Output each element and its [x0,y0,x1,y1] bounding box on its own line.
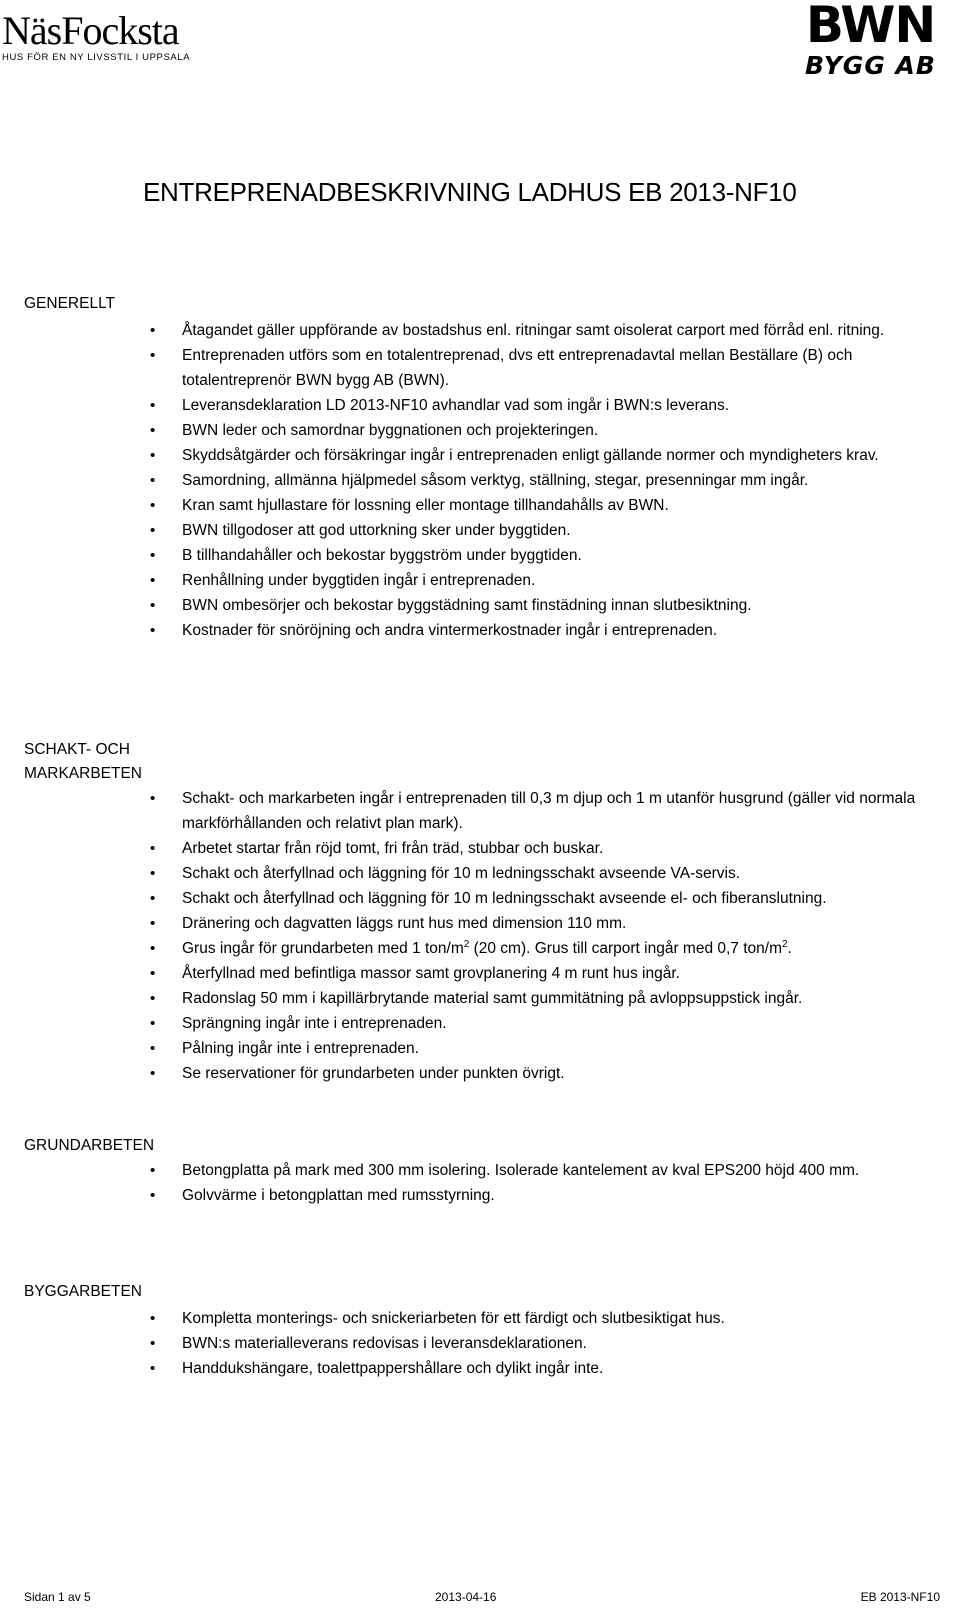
bullet-icon: • [150,1335,156,1352]
bullet-icon: • [150,547,156,564]
bullet-icon: • [150,622,156,639]
section-label-line2: MARKARBETEN [24,765,142,782]
bullet-icon: • [150,890,156,907]
bullet-icon: • [150,1187,156,1204]
bullet-icon: • [150,422,156,439]
bwn-logo [803,0,938,80]
bullet-icon: • [150,347,156,364]
bullet-icon: • [150,990,156,1007]
section-label: GRUNDARBETEN [24,1137,155,1154]
footer-document-code: EB 2013-NF10 [860,1590,940,1604]
list-item: • Kran samt hjullastare för lossning eller montage tillhandahålls av BWN. [0,493,960,518]
list-item: • Kostnader för snöröjning och andra vintermerkostnader ingår i entreprenaden. [0,618,960,643]
footer-date: 2013-04-16 [435,1590,497,1604]
list-item: • Åtagandet gäller uppförande av bostadshus enl. ritningar samt oisolerat carport med förråd enl. ritning. [0,318,960,343]
bwn-logo-top: BWN [805,0,936,54]
list-item: • Schakt- och markarbeten ingår i entreprenaden till 0,3 m djup och 1 m utanför husgrund (gäller vid normala markförhållanden och relativt plan mark). [0,786,960,836]
bullet-icon: • [150,1040,156,1057]
logo-name: NäsFocksta [2,8,179,53]
logo-tagline: HUS FÖR EN NY LIVSSTIL I UPPSALA [2,52,191,63]
list-item: • Radonslag 50 mm i kapillärbrytande material samt gummitätning på avloppsuppstick ingår. [0,986,960,1011]
list-item: • Schakt och återfyllnad och läggning för 10 m ledningsschakt avseende VA-servis. [0,861,960,886]
footer-page-number: Sidan 1 av 5 [24,1590,91,1604]
list-item: • Skyddsåtgärder och försäkringar ingår i entreprenaden enligt gällande normer och myndigheters krav. [0,443,960,468]
item-list [0,786,960,1086]
list-item: • BWN:s materialleverans redovisas i leveransdeklarationen. [0,1331,960,1356]
list-item: • Grus ingår för grundarbeten med 1 ton/$m^2$ (20 cm). Grus till carport ingår med 0,7 ton/$m^2$. [0,936,960,961]
list-item: • Sprängning ingår inte i entreprenaden. [0,1011,960,1036]
list-item: • Återfyllnad med befintliga massor samt grovplanering 4 m runt hus ingår. [0,961,960,986]
bullet-icon: • [150,1162,156,1179]
list-item: • Arbetet startar från röjd tomt, fri från träd, stubbar och buskar. [0,836,960,861]
bullet-icon: • [150,940,156,957]
section-label: BYGGARBETEN [24,1283,142,1300]
bullet-icon: • [150,322,156,339]
bullet-icon: • [150,865,156,882]
list-item: • Dränering och dagvatten läggs runt hus med dimension 110 mm. [0,911,960,936]
list-item: • B tillhandahåller och bekostar byggström under byggtiden. [0,543,960,568]
list-item: • Renhållning under byggtiden ingår i entreprenaden. [0,568,960,593]
list-item: • Entreprenaden utförs som en totalentreprenad, dvs ett entreprenadavtal mellan Beställare (B) och totalentreprenör BWN bygg AB (BWN). [0,343,960,393]
section-label [24,738,174,786]
bwn-logo-bottom: BYGG AB [805,51,936,80]
section-label: GENERELLT [24,295,116,312]
bullet-icon: • [150,572,156,589]
item-list [0,1158,960,1208]
bullet-icon: • [150,1015,156,1032]
bullet-icon: • [150,397,156,414]
bullet-icon: • [150,790,156,807]
bullet-icon: • [150,1310,156,1327]
list-item: • BWN tillgodoser att god uttorkning sker under byggtiden. [0,518,960,543]
list-item: • Pålning ingår inte i entreprenaden. [0,1036,960,1061]
list-item: • Se reservationer för grundarbeten under punkten övrigt. [0,1061,960,1086]
bullet-icon: • [150,522,156,539]
bullet-icon: • [150,915,156,932]
list-item: • Handdukshängare, toalettpappershållare och dylikt ingår inte. [0,1356,960,1381]
bullet-icon: • [150,1065,156,1082]
item-list [0,318,960,643]
list-item: • BWN leder och samordnar byggnationen och projekteringen. [0,418,960,443]
item-list [0,1306,960,1381]
document-title: ENTREPRENADBESKRIVNING LADHUS EB 2013-NF10 [143,177,797,207]
bullet-icon: • [150,840,156,857]
bullet-icon: • [150,497,156,514]
list-item: • Schakt och återfyllnad och läggning för 10 m ledningsschakt avseende el- och fiberanslutning. [0,886,960,911]
list-item: • BWN ombesörjer och bekostar byggstädning samt finstädning innan slutbesiktning. [0,593,960,618]
section-label-line1: SCHAKT- OCH [24,741,130,758]
list-item: • Betongplatta på mark med 300 mm isolering. Isolerade kantelement av kval EPS200 höjd 400 mm. [0,1158,960,1183]
bullet-icon: • [150,447,156,464]
bullet-icon: • [150,1360,156,1377]
bullet-icon: • [150,472,156,489]
list-item: • Golvvärme i betongplattan med rumsstyrning. [0,1183,960,1208]
bullet-icon: • [150,597,156,614]
list-item: • Leveransdeklaration LD 2013-NF10 avhandlar vad som ingår i BWN:s leverans. [0,393,960,418]
nasfocksta-logo [2,10,202,63]
bullet-icon: • [150,965,156,982]
list-item: • Kompletta monterings- och snickeriarbeten för ett färdigt och slutbesiktigat hus. [0,1306,960,1331]
list-item: • Samordning, allmänna hjälpmedel såsom verktyg, ställning, stegar, presenningar mm ingår. [0,468,960,493]
